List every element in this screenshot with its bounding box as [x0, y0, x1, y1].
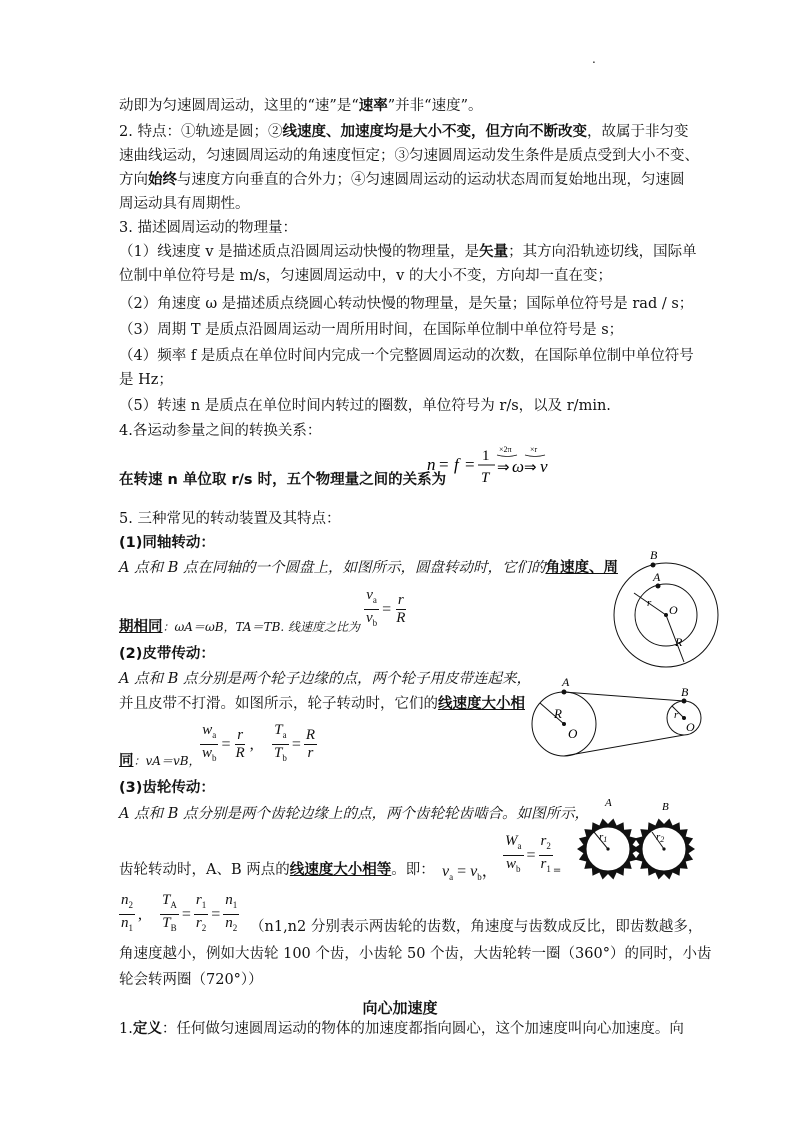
heading-belt: (2)皮带传动： — [119, 646, 215, 662]
label-r: r — [674, 709, 679, 721]
label-A: A — [653, 570, 661, 584]
formula-omega-ratio: $\frac{w_a}{w_b}$ = $\frac{r}{R}$ , — [202, 722, 254, 763]
para-line-10: （3）周期 T 是质点沿圆周运动一周所用时间，在国际单位制中单位符号是 s； — [119, 322, 624, 338]
text: ；其方向沿轨迹切线，国际单 — [508, 244, 697, 260]
chain-eq1: = — [439, 455, 449, 474]
chain-eq2: = — [465, 455, 475, 474]
para-line-1 — [119, 96, 483, 116]
para-line-11: （4）频率 f 是质点在单位时间内完成一个完整圆周运动的次数，在国际单位制中单位符号 — [119, 348, 694, 364]
label-R: R — [554, 706, 562, 721]
para-line-24: （n1,n2 分别表示两齿轮的齿数，角速度与齿数成反比，即齿数越多， — [250, 919, 703, 935]
text: 齿轮转动时，A、B 两点的 — [119, 862, 290, 878]
bold-underline-text: 线速度大小相等 — [289, 862, 392, 878]
bold-text: 始终 — [148, 172, 177, 188]
bold-text: 矢量 — [479, 244, 509, 260]
chain-f: f — [454, 455, 459, 474]
chain-arrow2: ⇒ — [524, 460, 537, 476]
label-r2: r2 — [656, 831, 665, 844]
text: ：ωA＝ωB，TA＝TB. 线速度之比为 — [162, 620, 361, 634]
chain-arrow1: ⇒ — [497, 460, 510, 476]
section-title: 向心加速度 — [362, 999, 438, 1017]
relation-line: 在转速 n 单位取 r/s 时，五个物理量之间的关系为 — [119, 472, 447, 488]
label-O: O — [669, 603, 678, 617]
label-O2: O — [686, 720, 695, 734]
bold-underline-text: 角速度、周 — [545, 560, 618, 576]
text: ：任何做匀速圆周运动的物体的加速度都指向圆心，这个加速度叫向心加速度。向 — [161, 1021, 684, 1037]
para-line-19: A 点和 B 点分别是两个轮子边缘的点，两个轮子用皮带连起来， — [119, 671, 531, 687]
para-line-14: 4.各运动参量之间的转换关系： — [119, 423, 322, 439]
text: ：vA＝vB， — [133, 754, 201, 768]
label-B: B — [650, 548, 658, 562]
para-line-20 — [119, 694, 525, 714]
para-line-9: （2）角速度 ω 是描述质点绕圆心转动快慢的物理量，是矢量；国际单位符号是 rad / s； — [119, 296, 694, 312]
formula-velocity-equal: $v_a = v_b$， — [442, 863, 498, 883]
gear-figure — [576, 796, 696, 896]
bold-underline-text: 线速度大小相 — [438, 696, 525, 712]
heading-gear: (3)齿轮传动： — [119, 780, 215, 796]
para-line-12: 是 Hz； — [119, 372, 173, 388]
text: 并且皮带不打滑。如图所示，轮子转动时，它们的 — [119, 696, 438, 712]
coaxial-disk-figure — [608, 548, 728, 677]
formula-tooth-ratio: $\frac{n_2}{n_1}$ , — [121, 892, 142, 933]
bold-text: 定义 — [132, 1021, 162, 1037]
formula-gear-omega-ratio: $\frac{W_a}{w_b}$ = $\frac{r_2}{r_1}$ $_=$ — [505, 833, 562, 877]
para-line-16: 5. 三种常见的转动装置及其特点： — [119, 511, 341, 527]
text: ”并非“速度”。 — [387, 98, 483, 114]
text: 。即： — [391, 862, 435, 878]
label-B: B — [681, 685, 689, 699]
label-B: B — [662, 801, 669, 813]
bold-text: 线速度、加速度均是大小不变，但方向不断改变 — [282, 124, 587, 140]
label-R: R — [675, 635, 683, 649]
formula-gear-period-ratio: $\frac{T_A}{T_B}$ = $\frac{r_1}{r_2}$ = $\frac{n_1}{n_2}$ — [162, 892, 238, 933]
corner-mark: . — [592, 52, 596, 66]
chain-arrow2-label: ×r — [530, 445, 538, 454]
text: 方向 — [119, 172, 148, 188]
label-O: O — [568, 726, 578, 741]
conversion-chain-svg — [425, 440, 575, 490]
text: 1. — [119, 1021, 133, 1037]
text: 动即为匀速圆周运动，这里的“速”是“ — [119, 98, 359, 114]
formula-period-ratio: $\frac{T_a}{T_b}$ = $\frac{R}{r}$ — [274, 722, 316, 763]
chain-n: n — [427, 455, 436, 474]
para-line-27 — [119, 1019, 684, 1039]
para-line-22: A 点和 B 点分别是两个齿轮边缘上的点，两个齿轮轮齿啮合。如图所示， — [119, 806, 589, 822]
label-r: r — [647, 597, 652, 609]
label-r1: r1 — [599, 831, 608, 844]
para-line-8: 位制中单位符号是 m/s，匀速圆周运动中，v 的大小不变，方向却一直在变； — [119, 268, 612, 284]
label-A: A — [562, 675, 570, 689]
chain-T: T — [481, 470, 490, 486]
text: A 点和 B 点在同轴的一个圆盘上，如图所示，圆盘转动时，它们的 — [119, 560, 546, 576]
para-line-4 — [119, 170, 685, 190]
chain-v: v — [540, 457, 548, 476]
gear-svg — [576, 796, 696, 892]
belt-svg — [528, 674, 708, 766]
bold-text: 速率 — [358, 97, 388, 114]
para-line-2 — [119, 122, 688, 142]
para-line-3: 速曲线运动，匀速圆周运动的角速度恒定；③匀速圆周运动发生条件是质点受到大小不变、 — [119, 148, 699, 164]
para-line-25: 角速度越小，例如大齿轮 100 个齿，小齿轮 50 个齿，大齿轮转一圈（360°）的同时，小齿 — [119, 946, 712, 962]
para-line-13: （5）转速 n 是质点在单位时间内转过的圈数，单位符号为 r/s，以及 r/min. — [119, 398, 611, 414]
heading-coaxial: (1)同轴转动： — [119, 535, 215, 551]
chain-one: 1 — [482, 448, 490, 464]
text: ，故属于非匀变 — [586, 124, 689, 140]
belt-drive-figure — [528, 674, 708, 770]
para-line-5: 周运动具有周期性。 — [119, 196, 250, 212]
text: （1）线速度 v 是描述质点沿圆周运动快慢的物理量，是 — [119, 244, 480, 260]
para-line-23 — [119, 860, 435, 880]
bold-underline-text: 同 — [119, 753, 134, 769]
para-line-7 — [119, 242, 697, 262]
coaxial-svg — [608, 548, 728, 673]
para-line-6: 3. 描述圆周运动的物理量： — [119, 220, 297, 236]
text: 与速度方向垂直的合外力；④匀速圆周运动的运动状态周而复始地出现，匀速圆 — [177, 172, 685, 188]
para-line-21 — [119, 751, 201, 771]
conversion-chain-formula — [425, 440, 575, 494]
para-line-17 — [119, 558, 618, 578]
bold-underline-text: 期相同 — [119, 619, 163, 635]
para-line-18 — [119, 617, 360, 637]
para-line-26: 轮会转两圈（720°）） — [119, 972, 263, 988]
formula-velocity-ratio: $\frac{v_a}{v_b}$ = $\frac{r}{R}$ — [366, 587, 406, 628]
chain-arrow1-label: ×2π — [499, 445, 512, 454]
label-A: A — [605, 797, 612, 809]
text: 2. 特点：①轨迹是圆；② — [119, 124, 283, 140]
chain-omega: ω — [512, 457, 525, 476]
